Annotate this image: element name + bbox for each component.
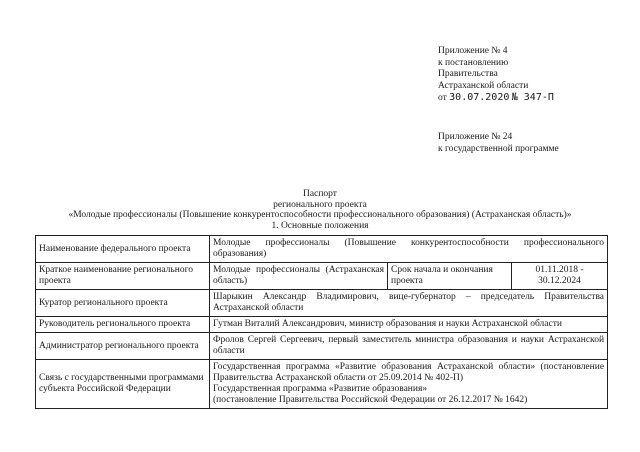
administrator-value: Фролов Сергей Сергеевич, первый заместитель министра образования и науки Астраханской области bbox=[210, 333, 608, 360]
period-value: 01.11.2018 - 30.12.2024 bbox=[512, 263, 608, 290]
table-row bbox=[36, 236, 608, 263]
short-name-value: Молодые профессионалы (Астраханская область) bbox=[210, 263, 388, 290]
curator-label: Куратор регионального проекта bbox=[36, 290, 210, 317]
period-label: Срок начала и окончания проекта bbox=[388, 263, 512, 290]
appendix-resolution-number: № 347-П bbox=[511, 92, 554, 103]
project-name: «Молодые профессионалы (Повышение конкурентоспособности профессионального образования) (Астраханская область)» bbox=[68, 210, 572, 220]
table-row bbox=[36, 290, 608, 317]
passport-table bbox=[35, 235, 608, 409]
appendix-line-4: Астраханской области bbox=[438, 80, 529, 91]
appendix-block-resolution bbox=[438, 46, 554, 105]
program-appendix-number: Приложение № 24 bbox=[438, 132, 513, 142]
head-value: Гутман Виталий Александрович, министр образования и науки Астраханской области bbox=[210, 317, 608, 333]
table-row bbox=[36, 333, 608, 360]
short-name-label: Краткое наименование регионального проекта bbox=[36, 263, 210, 290]
programs-link-value bbox=[210, 360, 608, 409]
table-row bbox=[36, 263, 608, 290]
curator-value: Шарыкин Александр Владимирович, вице-губернатор – председатель Правительства Астраханской области bbox=[210, 290, 608, 317]
federal-program-resolution: (постановление Правительства Российской Федерации от 26.12.2017 № 1642) bbox=[213, 395, 528, 405]
appendix-date-line bbox=[438, 92, 554, 105]
federal-program: Государственная программа «Развитие образования» bbox=[213, 384, 428, 394]
passport-title: Паспорт bbox=[303, 189, 337, 199]
table-row bbox=[36, 360, 608, 409]
appendix-date: 30.07.2020 bbox=[449, 92, 510, 103]
administrator-label: Администратор регионального проекта bbox=[36, 333, 210, 360]
table-row bbox=[36, 317, 608, 333]
head-label: Руководитель регионального проекта bbox=[36, 317, 210, 333]
program-appendix-line-2: к государственной программе bbox=[438, 143, 559, 154]
project-kind: регионального проекта bbox=[273, 199, 367, 210]
appendix-date-prefix: от bbox=[438, 93, 447, 103]
appendix-line-3: Правительства bbox=[438, 69, 498, 79]
section-heading: 1. Основные положения bbox=[271, 220, 369, 231]
regional-program: Государственная программа «Развитие образования Астраханской области» (постановление Правительства Астраханской области от 25.09.2014 № 402-П) bbox=[213, 362, 605, 383]
appendix-block-program bbox=[438, 132, 559, 155]
appendix-number: Приложение № 4 bbox=[438, 46, 508, 56]
programs-link-label: Связь с государственными программами субъекта Российской Федерации bbox=[36, 360, 210, 409]
document-titles bbox=[0, 189, 640, 231]
federal-project-value: Молодые профессионалы (Повышение конкурентоспособности профессионального образования) bbox=[210, 236, 608, 263]
appendix-line-2: к постановлению bbox=[438, 57, 509, 68]
federal-project-label: Наименование федерального проекта bbox=[36, 236, 210, 263]
